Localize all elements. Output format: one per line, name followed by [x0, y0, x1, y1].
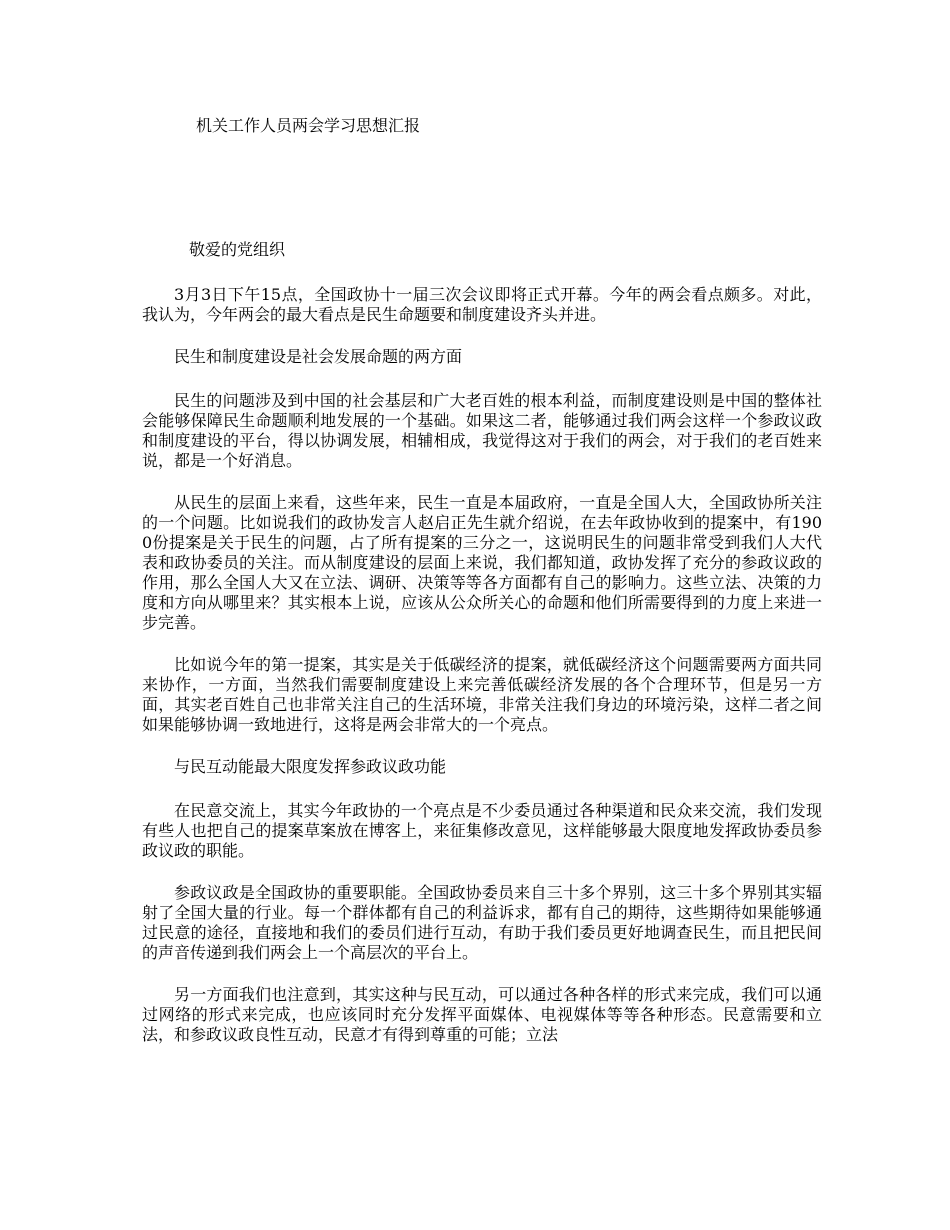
paragraph-interaction-forms: 另一方面我们也注意到，其实这种与民互动，可以通过各种各样的形式来完成，我们可以通过网络的形式来完成，也应该同时充分发挥平面媒体、电视媒体等等各种形态。民意需要和立法，和参政议政良性互动，民意才有得到尊重的可能；立法 — [142, 985, 822, 1044]
document-title: 机关工作人员两会学习思想汇报 — [196, 116, 421, 135]
paragraph-public-exchange: 在民意交流上，其实今年政协的一个亮点是不少委员通过各种渠道和民众来交流，我们发现有些人也把自己的提案草案放在博客上，来征集修改意见，这样能够最大限度地发挥政协委员参政议政的职能。 — [142, 801, 822, 860]
paragraph-livelihood-level: 从民生的层面上来看，这些年来，民生一直是本届政府，一直是全国人大，全国政协所关注的一个问题。比如说我们的政协发言人赵启正先生就介绍说，在去年政协收到的提案中，有1900份提案是关于民生的问题，占了所有提案的三分之一，这说明民生的问题非常受到我们人大代表和政协委员的关注。而从制度建设的层面上来说，我们都知道，政协发挥了充分的参政议政的作用，那么全国人大又在立法、调研、决策等等各方面都有自己的影响力。这些立法、决策的力度和方向从哪里来？其实根本上说，应该从公众所关心的命题和他们所需要得到的力度上来进一步完善。 — [142, 493, 822, 632]
document-body — [142, 285, 822, 1067]
paragraph-participation: 参政议政是全国政协的重要职能。全国政协委员来自三十多个界别，这三十多个界别其实辐射了全国大量的行业。每一个群体都有自己的利益诉求，都有自己的期待，这些期待如果能够通过民意的途径，直接地和我们的委员们进行互动，有助于我们委员更好地调查民生，而且把民间的声音传递到我们两会上一个高层次的平台上。 — [142, 883, 822, 962]
section-heading-interaction: 与民互动能最大限度发挥参政议政功能 — [174, 757, 447, 776]
paragraph-low-carbon: 比如说今年的第一提案，其实是关于低碳经济的提案，就低碳经济这个问题需要两方面共同来协作，一方面，当然我们需要制度建设上来完善低碳经济发展的各个合理环节，但是另一方面，其实老百姓自己也非常关注自己的生活环境，非常关注我们身边的环境污染，这样二者之间如果能够协调一致地进行，这将是两会非常大的一个亮点。 — [142, 655, 822, 734]
paragraph-opening: 3月3日下午15点，全国政协十一届三次会议即将正式开幕。今年的两会看点颇多。对此，我认为，今年两会的最大看点是民生命题要和制度建设齐头并进。 — [142, 285, 822, 324]
section-heading-livelihood: 民生和制度建设是社会发展命题的两方面 — [174, 347, 463, 366]
paragraph-livelihood-basis: 民生的问题涉及到中国的社会基层和广大老百姓的根本利益，而制度建设则是中国的整体社会能够保障民生命题顺利地发展的一个基础。如果这二者，能够通过我们两会这样一个参政议政和制度建设的平台，得以协调发展，相辅相成，我觉得这对于我们的两会，对于我们的老百姓来说，都是一个好消息。 — [142, 391, 822, 470]
salutation: 敬爱的党组织 — [189, 240, 286, 259]
